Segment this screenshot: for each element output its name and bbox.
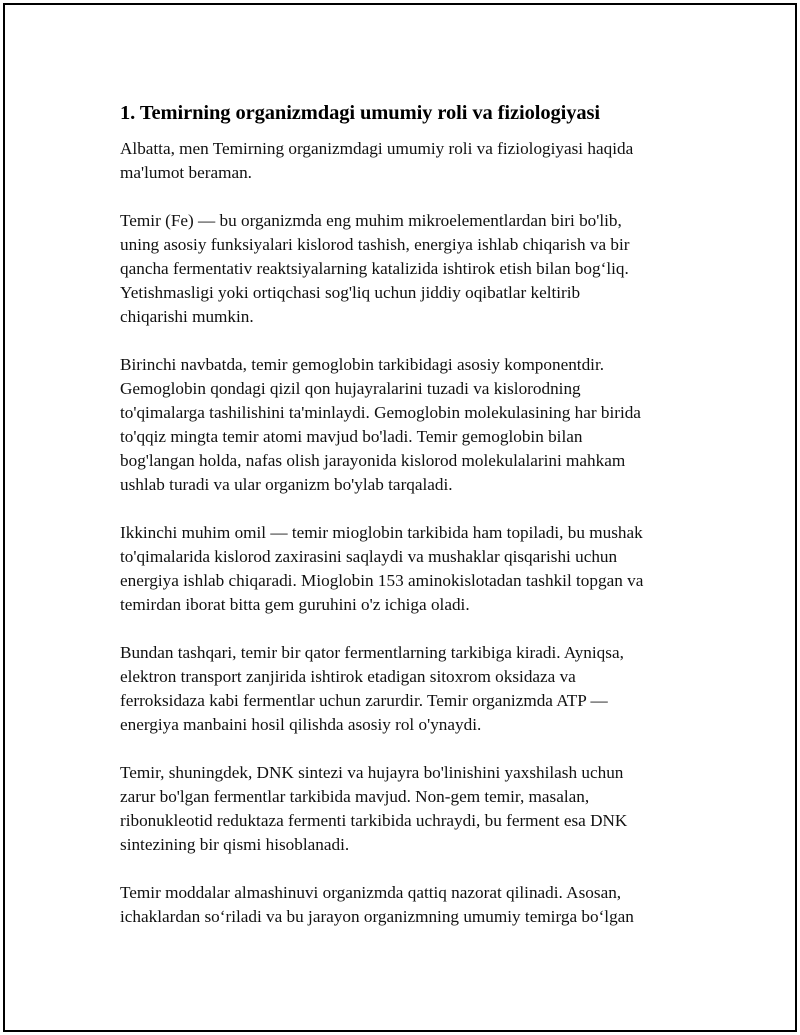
text-line: Bundan tashqari, temir bir qator fermentlarning tarkibiga kiradi. Ayniqsa, <box>120 643 624 662</box>
paragraph-intro <box>120 137 700 185</box>
text-line: temirdan iborat bitta gem guruhini o'z ichiga oladi. <box>120 595 470 614</box>
paragraph-definition <box>120 209 700 329</box>
text-line: to'qqiz mingta temir atomi mavjud bo'ladi. Temir gemoglobin bilan <box>120 427 583 446</box>
paragraph-hemoglobin <box>120 353 700 497</box>
text-line: Temir moddalar almashinuvi organizmda qattiq nazorat qilinadi. Asosan, <box>120 883 622 902</box>
text-line: to'qimalarga tashilishini ta'minlaydi. Gemoglobin molekulasining har birida <box>120 403 641 422</box>
text-line: ushlab turadi va ular organizm bo'ylab tarqaladi. <box>120 475 453 494</box>
text-line: ferroksidaza kabi fermentlar uchun zarurdir. Temir organizmda ATP — <box>120 691 608 710</box>
text-line: Temir, shuningdek, DNK sintezi va hujayra bo'linishini yaxshilash uchun <box>120 763 624 782</box>
text-line: elektron transport zanjirida ishtirok etadigan sitoxrom oksidaza va <box>120 667 576 686</box>
text-line: Birinchi navbatda, temir gemoglobin tarkibidagi asosiy komponentdir. <box>120 355 605 374</box>
text-line: Ikkinchi muhim omil — temir mioglobin tarkibida ham topiladi, bu mushak <box>120 523 643 542</box>
document-body <box>120 97 700 953</box>
text-line: to'qimalarida kislorod zaxirasini saqlaydi va mushaklar qisqarishi uchun <box>120 547 618 566</box>
text-line: sintezining bir qismi hisoblanadi. <box>120 835 350 854</box>
paragraph-dna-synthesis <box>120 761 700 857</box>
paragraph-metabolism <box>120 881 700 929</box>
text-line: ribonukleotid reduktaza fermenti tarkibida uchraydi, bu ferment esa DNK <box>120 811 628 830</box>
text-line: Gemoglobin qondagi qizil qon hujayralarini tuzadi va kislorodning <box>120 379 581 398</box>
text-line: bog'langan holda, nafas olish jarayonida kislorod molekulalarini mahkam <box>120 451 626 470</box>
text-line: Albatta, men Temirning organizmdagi umumiy roli va fiziologiyasi haqida <box>120 139 634 158</box>
paragraph-myoglobin <box>120 521 700 617</box>
page-frame <box>3 3 797 1032</box>
text-line: energiya manbaini hosil qilishda asosiy rol o'ynaydi. <box>120 715 482 734</box>
paragraph-enzymes <box>120 641 700 737</box>
text-line: chiqarishi mumkin. <box>120 307 254 326</box>
text-line: ichaklardan so‘riladi va bu jarayon organizmning umumiy temirga bo‘lgan <box>120 907 634 926</box>
text-line: energiya ishlab chiqaradi. Mioglobin 153 aminokislotadan tashkil topgan va <box>120 571 644 590</box>
text-line: Temir (Fe) — bu organizmda eng muhim mikroelementlardan biri bo'lib, <box>120 211 622 230</box>
text-line: Yetishmasligi yoki ortiqchasi sog'liq uchun jiddiy oqibatlar keltirib <box>120 283 581 302</box>
text-line: ma'lumot beraman. <box>120 163 252 182</box>
text-line: qancha fermentativ reaktsiyalarning katalizida ishtirok etish bilan bog‘liq. <box>120 259 629 278</box>
text-line: zarur bo'lgan fermentlar tarkibida mavjud. Non-gem temir, masalan, <box>120 787 590 806</box>
text-line: uning asosiy funksiyalari kislorod tashish, energiya ishlab chiqarish va bir <box>120 235 630 254</box>
section-heading: 1. Temirning organizmdagi umumiy roli va fiziologiyasi <box>120 102 600 124</box>
